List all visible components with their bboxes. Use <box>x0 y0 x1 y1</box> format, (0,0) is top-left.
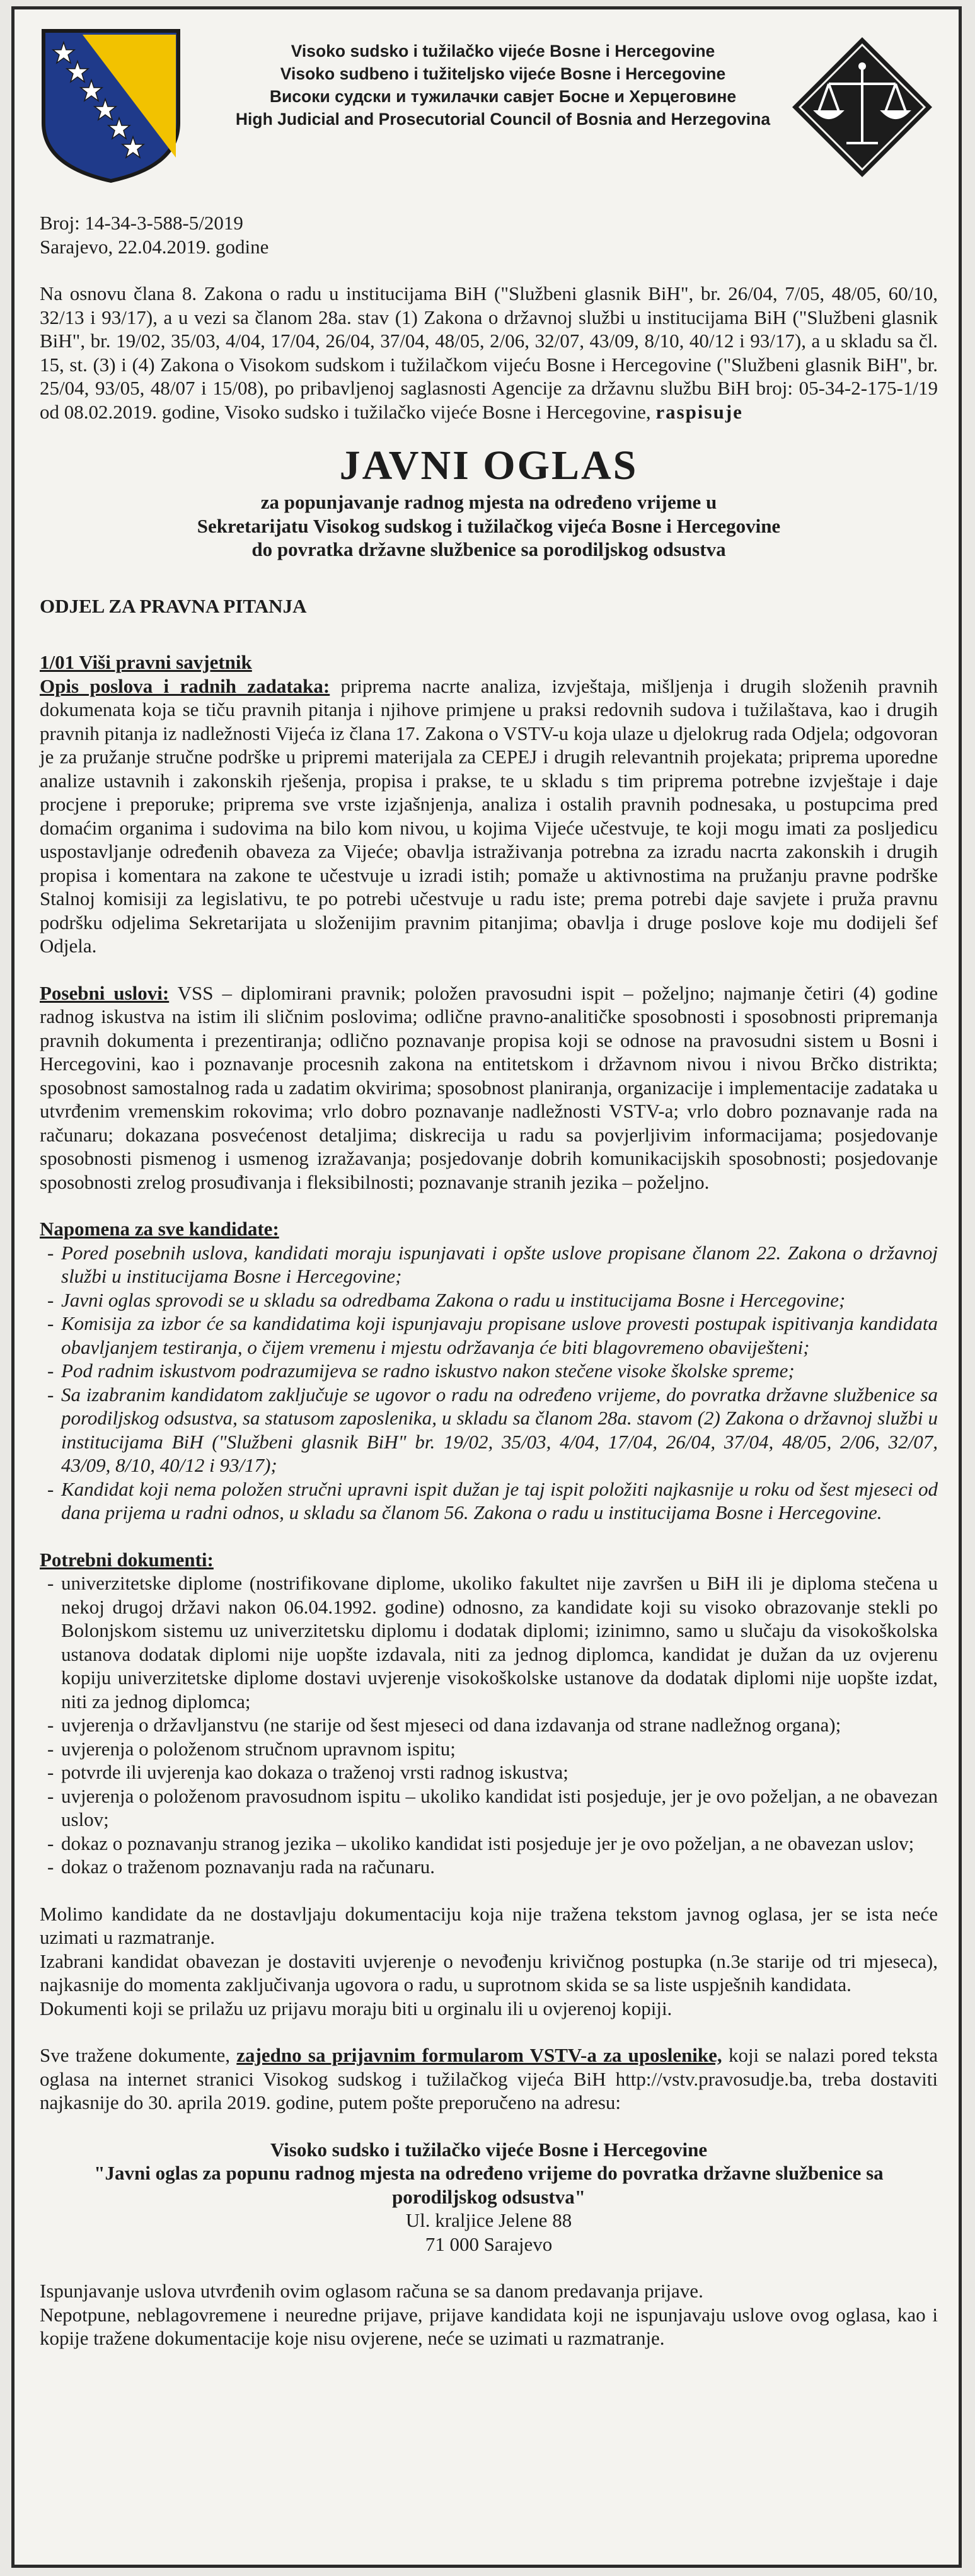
address-street: Ul. kraljice Jelene 88 <box>405 2209 572 2231</box>
institution-names <box>222 40 783 130</box>
document-item: - dokaz o poznavanju stranog jezika – ukoliko kandidat isti posjeduje jer je ovo poželjan, a ne obavezan uslov; <box>61 1832 938 1856</box>
documents-original-notice: Dokumenti koji se prilažu uz prijavu moraju biti u orginalu ili u ovjerenoj kopiji. <box>40 1997 672 2019</box>
legal-basis-text: Na osnovu člana 8. Zakona o radu u institucijama BiH ("Službeni glasnik BiH", br. 26/04, 7/05, 48/05, 60/10, 32/13 i 93/17), a u vezi sa članom 28a. stav (1) Zakona o državnoj službi u institucijama BiH ("Službeni glasnik BiH", br. 19/02, 35/03, 4/04, 17/04, 26/04, 37/04, 48/05, 2/06, 32/07, 43/09, 8/10, 40/12 i 93/17), a u skladu sa čl. 15, st. (3) i (4) Zakona o Visokom sudskom i tužilačkom vijeću Bosne i Hercegovine ("Službeni glasnik BiH", br. 25/04, 93/05, 48/07 i 15/08), po pribavljenoj saglasnosti Agencije za državnu službu BiH broj: 05-34-2-175-1/19 od 08.02.2019. godine, Visoko sudsko i tužilačko vijeće Bosne i Hercegovine, <box>40 282 938 423</box>
note-heading: Napomena za sve kandidate: <box>40 1218 279 1240</box>
institution-name-line: Visoko sudbeno i tužiteljsko vijeće Bosne i Hercegovine <box>280 64 726 83</box>
raspisuje-word: raspisuje <box>655 400 743 423</box>
job-description-text: priprema nacrte analiza, izvještaja, mišljenja i drugih složenih pravnih dokumenata koja se tiču pravnih pitanja i njihove primjene u praksi redovnih sudova i tužilaštava, kao i drugih pravnih pitanja iz nadležnosti Vijeća iz člana 17. Zakona o VSTV-u koja ulaze u djelokrug rada Odjela; odgovoran je za pružanje stručne podrške u pripremi materijala za CEPEJ i drugih relevantnih projekata; priprema uporedne analize ustavnih i zakonskih rješenja, propisa i prakse, te u skladu s tim priprema potrebne izvještaje i daje procjene i preporuke; priprema sve vrste izjašnjenja, analiza i ostalih pravnih podnesaka, u postupcima pred domaćim organima i sudovima na bilo kom nivou, u kojima Vijeće učestvuje, te koji mogu imati za posljedicu uspostavljanje određenih obaveza za Vijeće; obavlja istraživanja potrebna za izradu nacrta zakonskih i drugih propisa i komentara na zakone te učestvuje u izradi istih; pomaže u aktivnostima na pružanju pravne podrške Stalnoj komisiji za legislativu, te po potrebi učestvuje u radu iste; prema potrebi daje savjete i pruža pravnu podršku odjelima Sekretarijata u složenijim pravnim pitanjima; obavlja i druge poslove koje mu dodijeli šef Odjela. <box>40 674 938 957</box>
special-conditions-paragraph <box>40 981 938 1194</box>
bih-coat-of-arms-icon <box>38 28 183 183</box>
documents-list <box>40 1571 938 1879</box>
job-description-label: Opis poslova i radnih zadataka: <box>40 674 330 697</box>
special-conditions-text: VSS – diplomirani pravnik; položen pravosudni ispit – poželjno; najmanje četiri (4) godine radnog iskustva na istim ili sličnim poslovima; odlične pravno-analitičke sposobnosti i sposobnosti pripremanja pravnih dokumenta i prezentiranja; odlično poznavanje propisa koji se odnose na pravosudni sistem u Bosni i Hercegovini, kao i poznavanje procesnih zakona na entitetskom i državnom nivou i nivou Brčko distrikta; sposobnost samostalnog rada u zadatim okvirima; sposobnost planiranja, organizacije i implementacije zadataka u utvrđenim vremenskim rokovima; vrlo dobro poznavanje nadležnosti VSTV-a; vrlo dobro poznavanje rada na računaru; dokazana posvećenost detaljima; diskrecija u radu sa povjerljivim informacijama; posjedovanje sposobnosti pismenog i usmenog izražavanja; posjedovanje dobrih komunikacijskih sposobnosti; posjedovanje sposobnosti zrelog prosuđivanja i fleksibilnosti; poznavanje stranih jezika – poželjno. <box>40 981 938 1193</box>
closing-line: Ispunjavanje uslova utvrđenih ovim oglasom računa se sa danom predavanja prijave. <box>40 2280 703 2302</box>
header <box>14 9 959 186</box>
subtitle-line: do povratka državne službenice sa porodiljskog odsustva <box>251 538 726 560</box>
job-notice-page <box>11 6 962 2568</box>
job-description-paragraph <box>40 674 938 958</box>
document-item: - potvrde ili uvjerenja kao dokaza o traženoj vrsti radnog iskustva; <box>61 1760 938 1784</box>
document-item: - uvjerenja o položenom pravosudnom ispitu – ukoliko kandidat isti posjeduje, jer je ovo poželjan, a ne obavezan uslov; <box>61 1784 938 1832</box>
documents-heading: Potrebni dokumenti: <box>40 1548 214 1571</box>
document-item: - uvjerenja o položenom stručnom upravnom ispitu; <box>61 1737 938 1761</box>
reference-date: Sarajevo, 22.04.2019. godine <box>40 235 269 258</box>
subtitle-line: Sekretarijatu Visokog sudskog i tužilačkog vijeća Bosne i Hercegovine <box>197 514 781 537</box>
submission-paragraph <box>40 2043 938 2115</box>
notice-body <box>40 211 938 2350</box>
notice-title: JAVNI OGLAS <box>339 442 638 488</box>
submission-text-start: Sve tražene dokumente, <box>40 2044 237 2066</box>
submission-text-end: koji se nalazi pored teksta oglasa na internet stranici Visokog sudskog i tužilačkog vijeća BiH http://vstv.pravosudje.ba, treba dostaviti najkasnije do 30. aprila 2019. godine, putem pošte preporučeno na adresu: <box>40 2044 938 2113</box>
address-city: 71 000 Sarajevo <box>425 2232 553 2255</box>
document-item: - uvjerenja o državljanstvu (ne starije od šest mjeseci od dana izdavanja od strane nadležnog organa); <box>61 1713 938 1737</box>
note-item: - Komisija za izbor će sa kandidatima koji ispunjavaju propisane uslove provesti postupak ispitivanja kandidata obavljanjem testiranja, o čijem vremenu i mjestu održavanja će biti blagovremeno obaviješteni; <box>61 1312 938 1359</box>
selected-candidate-notice: Izabrani kandidat obavezan je dostaviti uvjerenje o nevođenju krivičnog postupka (n.3e starije od tri mjeseca), najkasnije do momenta zaključivanja ugovora o radu, u suprotnom skida se sa liste uspješnih kandidata. <box>40 1949 938 1996</box>
document-item: - dokaz o traženom poznavanju rada na računaru. <box>61 1855 938 1879</box>
institution-name-line: Visoko sudsko i tužilačko vijeće Bosne i Hercegovine <box>291 42 715 61</box>
closing-line: Nepotpune, neblagovremene i neuredne prijave, prijave kandidata koji ne ispunjavaju uslove ovog oglasa, kao i kopije tražene dokumentacije koje nisu ovjerene, neće se uzimati u razmatranje. <box>40 2303 938 2349</box>
address-subject: "Javni oglas za popunu radnog mjesta na određeno vrijeme do povratka državne službenice sa porodiljskog odsustva" <box>94 2162 884 2208</box>
reference-number: Broj: 14-34-3-588-5/2019 <box>40 212 243 234</box>
note-item: - Pored posebnih uslova, kandidati moraju ispunjavati i opšte uslove propisane članom 22. Zakona o državnoj službi u institucijama Bosne i Hercegovine; <box>61 1241 938 1288</box>
institution-name-line: High Judicial and Prosecutorial Council of Bosnia and Herzegovina <box>235 110 771 129</box>
legal-basis-paragraph <box>40 282 938 424</box>
special-conditions-label: Posebni uslovi: <box>40 981 170 1004</box>
note-item: - Javni oglas sprovodi se u skladu sa odredbama Zakona o radu u institucijama Bosne i Hercegovine; <box>61 1288 938 1312</box>
mailing-address <box>40 2138 938 2256</box>
documentation-notice: Molimo kandidate da ne dostavljaju dokumentaciju koja nije tražena tekstom javnog oglasa, jer se ista neće uzimati u razmatranje. <box>40 1902 938 1948</box>
section-heading: ODJEL ZA PRAVNA PITANJA <box>40 594 307 617</box>
address-recipient: Visoko sudsko i tužilačko vijeće Bosne i Hercegovine <box>270 2138 708 2161</box>
subtitle-line: za popunjavanje radnog mjesta na određeno vrijeme u <box>260 491 717 513</box>
institution-name-line: Високи судски и тужилачки савјет Босне и Херцеговине <box>269 87 737 106</box>
note-list <box>40 1241 938 1525</box>
justice-scales-emblem-icon <box>790 35 935 180</box>
application-form-mention: zajedno sa prijavnim formularom VSTV-a za uposlenike, <box>236 2044 722 2066</box>
note-item: - Pod radnim iskustvom podrazumijeva se radno iskustvo nakon stečene visoke školske spreme; <box>61 1359 938 1383</box>
document-item: - univerzitetske diplome (nostrifikovane diplome, ukoliko fakultet nije završen u BiH ili je diploma stečena u nekoj drugoj državi nakon 06.04.1992. godine) odnosno, za kandidate koji su visoko obrazovanje stekli po Bolonjskom sistemu uz univerzitetsku diplomu i dodatak diplomi; izinimno, samo u slučaju da visokoškolska ustanova dodatak diplomi nije uopšte izdavala, niti za jednog diplomca, kandidat je dužan da uz ovjerenu kopiju univerzitetske diplome dostavi uvjerenje visokoškolske ustanove da dodatak diplomi nije uopšte izdat, niti za jednog diplomca; <box>61 1571 938 1713</box>
note-item: - Sa izabranim kandidatom zaključuje se ugovor o radu na određeno vrijeme, do povratka državne službenice sa porodiljskog odsustva, sa statusom zaposlenika, u skladu sa članom 28a. stavom (2) Zakona o državnoj službi u institucijama BiH ("Službeni glasnik BiH" br. 19/02, 35/03, 4/04, 17/04, 26/04, 37/04, 48/05, 2/06, 32/07, 43/09, 8/10, 40/12 i 93/17); <box>61 1383 938 1477</box>
note-item: - Kandidat koji nema položen stručni upravni ispit dužan je taj ispit položiti najkasnije u roku od šest mjeseci od dana prijema u radni odnos, u skladu sa članom 56. Zakona o radu u institucijama Bosne i Hercegovine. <box>61 1477 938 1525</box>
position-title: 1/01 Viši pravni savjetnik <box>40 651 252 673</box>
